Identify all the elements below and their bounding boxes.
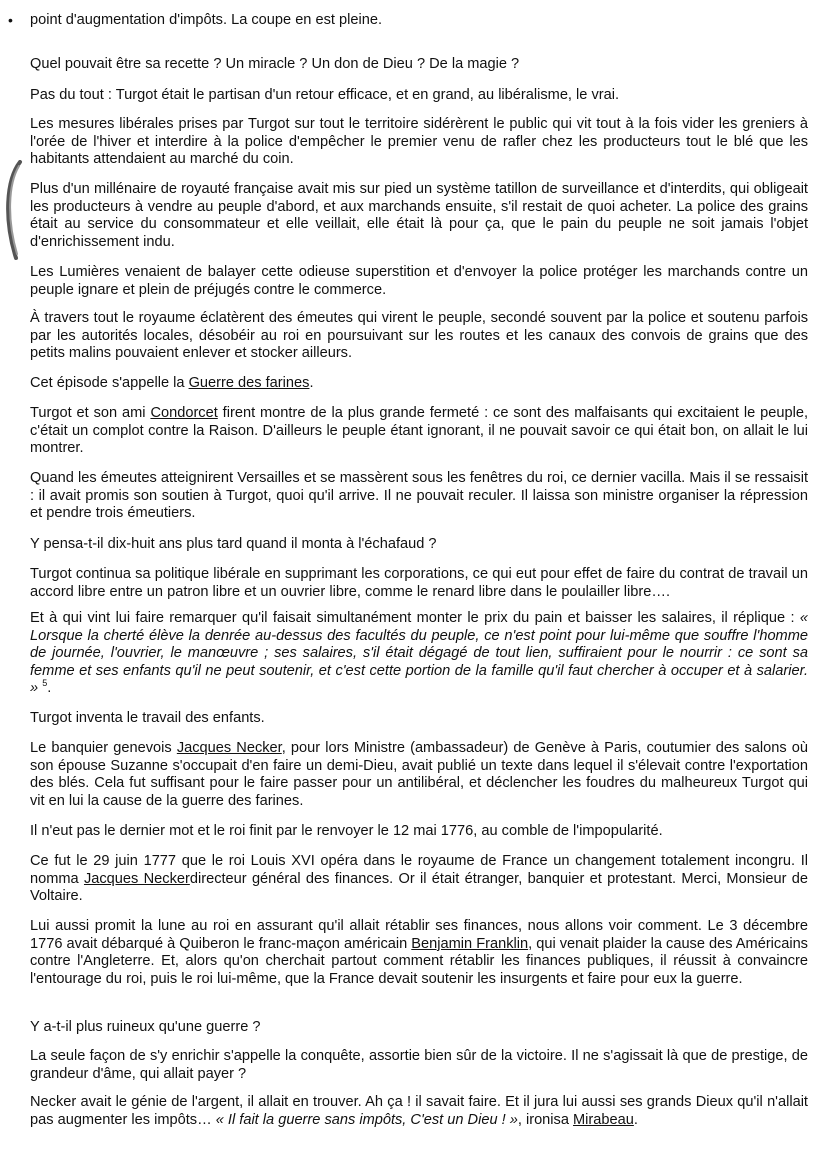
paragraph-15: Il n'eut pas le dernier mot et le roi finit par le renvoyer le 12 mai 1776, au comble de l'impopularité. xyxy=(30,823,663,839)
link-condorcet[interactable]: Condorcet xyxy=(150,405,218,421)
paragraph-11: Turgot continua sa politique libérale en supprimant les corporations, ce qui eut pour effet de faire du contrat de travail un accord libre entre un patron libre et un ouvrier libre, comme le renard libre dans le poulailler libre…. xyxy=(30,566,808,600)
mirabeau-quote: « Il fait la guerre sans impôts, C'est un Dieu ! » xyxy=(215,1111,518,1128)
paragraph-0: point d'augmentation d'impôts. La coupe en est pleine. xyxy=(30,12,383,28)
paragraph-16: Ce fut le 29 juin 1777 que le roi Louis XVI opéra dans le royaume de France un changement totalement incongru. Il nomma Jacques Neckerdirecteur général des finances. Or il était étranger, banquier et protestant. Merci, Monsieur de Voltaire. xyxy=(30,853,808,904)
paragraph-14: Le banquier genevois Jacques Necker, pour lors Ministre (ambassadeur) de Genève à Paris, coutumier des salons où son épouse Suzanne s'occupait d'en faire un demi-Dieu, avait publié un texte dans lequel il s'élevait contre l'exportation des blés. Cela fut suffisant pour le faire passer pour un antilibéral, et déclencher les foudres du malheureux Turgot qui vit en lui la cause de la guerre des farines. xyxy=(30,740,808,809)
link-jacques-necker-1[interactable]: Jacques Necker xyxy=(176,740,282,756)
link-jacques-necker-2[interactable]: Jacques Necker xyxy=(83,870,190,887)
paragraph-2: Pas du tout : Turgot était le partisan d'un retour efficace, et en grand, au libéralisme, le vrai. xyxy=(30,87,620,103)
paragraph-20: Necker avait le génie de l'argent, il allait en trouver. Ah ça ! il savait faire. Et il jura lui aussi ses grands Dieux qu'il n'allait pas augmenter les impôts… « Il fait la guerre sans impôts, C'est un Dieu ! », ironisa Mirabeau. xyxy=(30,1094,808,1128)
paragraph-1: Quel pouvait être sa recette ? Un miracle ? Un don de Dieu ? De la magie ? xyxy=(30,56,520,72)
paragraph-12: Et à qui vint lui faire remarquer qu'il faisait simultanément monter le prix du pain et baisser les salaires, il réplique : « Lorsque la cherté élève la denrée au-dessus des facultés du peuple, ce n'est point pour lui-même que souffre l'homme de journée, l'ouvrier, le manœuvre ; ses salaires, s'il était dégagé de tout lien, suffiraient pour le nourrir : ce sont sa femme et ses enfants qu'il ne peut soutenir, et c'est cette portion de la famille qu'il faut chercher à occuper et à salarier. » $^5$. xyxy=(30,610,808,696)
handwritten-bracket-mark xyxy=(2,160,24,260)
paragraph-3: Les mesures libérales prises par Turgot sur tout le territoire sidérèrent le public qui vit tout à la fois vider les greniers à l'orée de l'hiver et interdire à la police d'empêcher le premier venu de rafler chez les producteurs tout le blé que les habitants attendaient au marché du coin. xyxy=(30,116,808,167)
turgot-quote: « Lorsque la cherté élève la denrée au-dessus des facultés du peuple, ce n'est point pour lui-même que souffre l'homme de journée, l'ouvrier, le manœuvre ; ses salaires, s'il était dégagé de tout lien, suffiraient pour le nourrir : ce sont sa femme et ses enfants qu'il ne peut soutenir, et c'est cette portion de la famille qu'il faut chercher à occuper et à salarier. » xyxy=(30,610,808,696)
paragraph-18: Y a-t-il plus ruineux qu'une guerre ? xyxy=(30,1019,261,1035)
paragraph-10: Y pensa-t-il dix-huit ans plus tard quand il monta à l'échafaud ? xyxy=(30,536,437,552)
link-benjamin-franklin[interactable]: Benjamin Franklin xyxy=(411,935,529,952)
paragraph-6: À travers tout le royaume éclatèrent des émeutes qui virent le peuple, secondé souvent par la police et soutenu parfois par les autorités locales, désobéir au roi en poursuivant sur les routes et les canaux des convois de grains que des petits malins pouvaient enlever et stocker ailleurs. xyxy=(30,310,808,361)
paragraph-9: Quand les émeutes atteignirent Versailles et se massèrent sous les fenêtres du roi, ce dernier vacilla. Mais il se ressaisit : il avait promis son soutien à Turgot, quoi qu'il arrive. Il ne pouvait reculer. Il laissa son ministre organiser la répression et pendre trois émeutiers. xyxy=(30,470,808,521)
bullet-marker: • xyxy=(8,12,13,28)
paragraph-17: Lui aussi promit la lune au roi en assurant qu'il allait rétablir ses finances, nous allons voir comment. Le 3 décembre 1776 avait débarqué à Quiberon le franc-maçon américain Benjamin Franklin, qui venait plaider la cause des Américains contre l'Angleterre. Et, alors qu'on cherchait partout comment rétablir les finances publiques, il réussit à convaincre l'entourage du roi, puis le roi lui-même, que la France devait soutenir les insurgents et faire pour eux la guerre. xyxy=(30,918,808,987)
link-mirabeau[interactable]: Mirabeau xyxy=(573,1111,634,1128)
paragraph-5: Les Lumières venaient de balayer cette odieuse superstition et d'envoyer la police protéger les marchands contre un peuple ignare et plein de préjugés contre le commerce. xyxy=(30,264,808,298)
paragraph-8: Turgot et son ami Condorcet firent montre de la plus grande fermeté : ce sont des malfaisants qui excitaient le peuple, c'était un complot contre la Raison. D'ailleurs le peuple étant ignorant, il ne pouvait savoir ce qui était bon, on allait le lui montrer. xyxy=(30,405,808,456)
paragraph-4: Plus d'un millénaire de royauté française avait mis sur pied un système tatillon de surveillance et d'interdits, qui obligeait les producteurs à vendre au peuple d'abord, et aux marchands ensuite, s'il restait de quoi acheter. La police des grains était au service du consommateur et elle veillait, elle était là pour ça, que le pain du peuple ne soit jamais l'objet d'enrichissement indu. xyxy=(30,181,808,250)
paragraph-19: La seule façon de s'y enrichir s'appelle la conquête, assortie bien sûr de la victoire. Il ne s'agissait là que de prestige, de grandeur d'âme, qui allait payer ? xyxy=(30,1048,808,1082)
paragraph-7: Cet épisode s'appelle la Guerre des farines. xyxy=(30,375,314,391)
link-guerre-des-farines[interactable]: Guerre des farines xyxy=(188,375,310,391)
footnote-ref[interactable]: 5 xyxy=(42,678,48,689)
paragraph-13: Turgot inventa le travail des enfants. xyxy=(30,710,265,726)
